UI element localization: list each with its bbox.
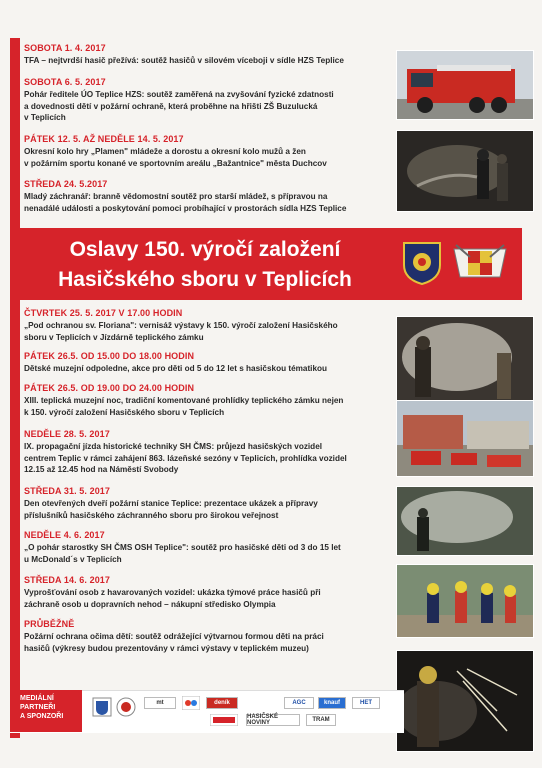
event-date: PRŮBĚŽNĚ <box>24 619 75 629</box>
fire-brigade-logo-icon <box>116 697 136 717</box>
event-description: XIII. teplická muzejní noc, tradiční komentované prohlídky teplického zámku nejen k 150. výročí založení Hasičského sboru v Teplicích <box>24 396 344 417</box>
event-item <box>24 43 394 67</box>
event-description: Okresní kolo hry „Plamen" mládeže a dorostu a okresní kolo mužů a žen v požárním sportu konané ve sportovním areálu „Bažantnice" města Duchcov <box>24 147 327 168</box>
page-title-line-2: Hasičského sboru v Teplicích <box>58 268 352 291</box>
event-date: STŘEDA 14. 6. 2017 <box>24 575 111 585</box>
page-title-line-1: Oslavy 150. výročí založení <box>69 238 341 261</box>
fire-station-yard-photo <box>396 400 534 477</box>
event-description: IX. propagační jízda historické techniky SH ČMS: průjezd hasičských vozidel centrem Teplic v rámci zahájení 863. lázeňské sezóny v Teplicích, prohlídka vozidel 12.15 až 12.45 hod na Náměstí Svobody <box>24 442 347 474</box>
city-crest-logo-icon <box>92 697 112 717</box>
sponsor-logo-knauf: knauf <box>318 697 346 709</box>
event-date: PÁTEK 26.5. OD 15.00 DO 18.00 HODIN <box>24 351 195 361</box>
firefighter-sparks-photo <box>396 650 534 752</box>
event-description: Dětské muzejní odpoledne, akce pro děti od 5 do 12 let s hasičskou tématikou <box>24 364 328 373</box>
event-item <box>24 429 394 476</box>
hzs-shield-emblem-icon <box>402 241 442 285</box>
event-date: STŘEDA 24. 5.2017 <box>24 179 108 189</box>
event-date: PÁTEK 12. 5. AŽ NEDĚLE 14. 5. 2017 <box>24 134 184 144</box>
firefighters-training-photo <box>396 130 534 212</box>
event-item <box>24 619 394 654</box>
sponsor-logo-colorful-icon <box>182 696 200 710</box>
event-date: STŘEDA 31. 5. 2017 <box>24 486 111 496</box>
sponsor-logo-hasicske-noviny: HASIČSKÉ NOVINY <box>246 714 300 726</box>
emblems <box>402 241 512 289</box>
sponsor-label: MEDIÁLNÍ PARTNEŘI A SPONZOŘI <box>10 690 82 732</box>
event-date: NEDĚLE 4. 6. 2017 <box>24 530 105 540</box>
event-description: Požární ochrana očima dětí: soutěž odrážející výtvarnou formou děti na práci hasičů (výkresy budou prezentovány v rámci výstavy v teplickém muzeu) <box>24 632 324 653</box>
sh-cms-coat-of-arms-icon <box>450 241 510 285</box>
event-item <box>24 179 394 214</box>
event-item <box>24 575 394 610</box>
title-band <box>20 228 390 300</box>
event-description: TFA – nejtvrdší hasič přežívá: soutěž hasičů v silovém víceboji v sídle HZS Teplice <box>24 56 344 65</box>
event-item <box>24 77 394 124</box>
event-item <box>24 486 394 521</box>
sponsor-logo-red-icon <box>210 714 238 726</box>
event-date: ČTVRTEK 25. 5. 2017 V 17.00 HODIN <box>24 308 183 318</box>
event-item <box>24 383 394 418</box>
smoke-exercise-photo <box>396 486 534 556</box>
event-description: Den otevřených dveří požární stanice Teplice: prezentace ukázek a přípravy příslušníků hasičského záchranného sboru pro širokou veřejnost <box>24 499 318 520</box>
event-description: Mladý záchranář: branně vědomostní soutěž pro starší mládež, s přípravou na nenadálé události a poskytování pomoci probíhající v prostorách sídla HZS Teplice <box>24 192 347 213</box>
sponsor-logo-tram: TRAM <box>306 714 336 726</box>
fire-truck-photo <box>396 50 534 120</box>
sponsor-logo-denik: deník <box>206 697 238 709</box>
event-description: „Pod ochranou sv. Floriana": vernisáž výstavy k 150. výročí založení Hasičského sboru v Teplicích v Jízdárně teplického zámku <box>24 321 338 342</box>
event-date: SOBOTA 1. 4. 2017 <box>24 43 106 53</box>
red-cross-vertical-bar <box>10 38 20 738</box>
event-item <box>24 308 394 343</box>
event-item <box>24 134 394 169</box>
event-date: SOBOTA 6. 5. 2017 <box>24 77 106 87</box>
sponsor-logo-het: HET <box>352 697 380 709</box>
sponsor-logo-agc: AGC <box>284 697 314 709</box>
sponsor-logo-mt: mt <box>144 697 176 709</box>
event-item <box>24 530 394 565</box>
firefighters-smoke-photo <box>396 316 534 410</box>
children-firefighters-photo <box>396 564 534 638</box>
event-description: Vyprošťování osob z havarovaných vozidel: ukázka týmové práce hasičů při záchraně osob u dopravních nehod – nákupní středisko Olympia <box>24 588 321 609</box>
event-date: PÁTEK 26.5. OD 19.00 DO 24.00 HODIN <box>24 383 195 393</box>
event-description: „O pohár starostky SH ČMS OSH Teplice": soutěž pro hasičské děti od 3 do 15 let u McDonald´s v Teplicích <box>24 543 341 564</box>
event-item <box>24 351 394 375</box>
event-date: NEDĚLE 28. 5. 2017 <box>24 429 110 439</box>
event-description: Pohár ředitele ÚO Teplice HZS: soutěž zaměřená na zvyšování fyzické zdatnosti a dovednosti dětí v požární ochraně, která proběhne na hřišti ZŠ Buzulucká v Teplicích <box>24 90 334 122</box>
